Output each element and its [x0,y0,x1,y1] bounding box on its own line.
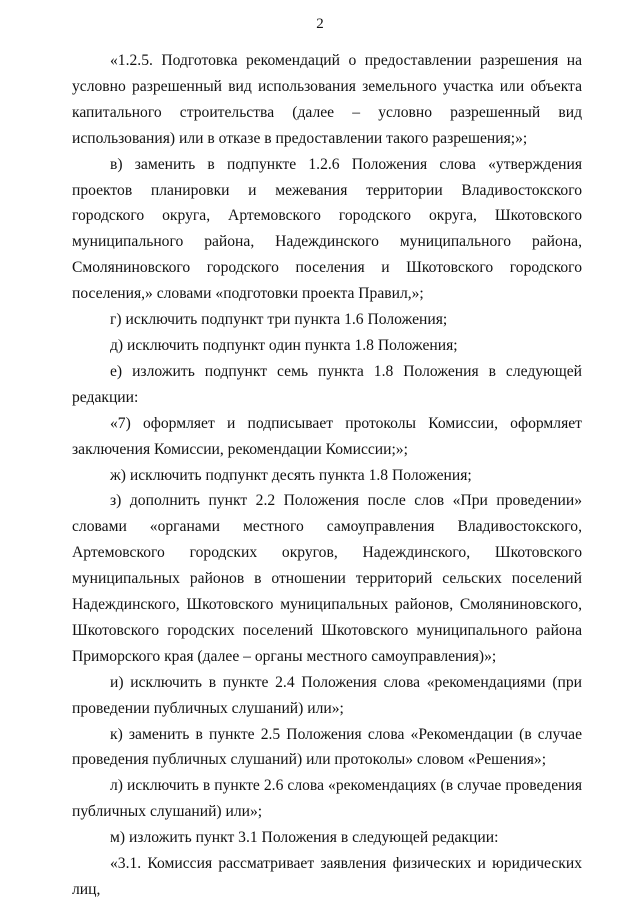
paragraph-3-1: «3.1. Комиссия рассматривает заявления физических и юридических лиц, [72,855,582,898]
paragraph-item-i: и) исключить в пункте 2.4 Положения слова «рекомендациями (при проведении публичных слушаний) или»; [72,673,582,717]
paragraph-item-l: л) исключить в пункте 2.6 слова «рекомендациях (в случае проведения публичных слушаний) или»; [72,777,582,821]
paragraph-item-zh: ж) исключить подпункт десять пункта 1.8 Положения; [110,466,472,484]
document-body [72,48,582,903]
page-number: 2 [316,16,324,32]
paragraph-1-2-5: «1.2.5. Подготовка рекомендаций о предоставлении разрешения на условно разрешенный вид использования земельного участка или объекта капитального строительства (далее – условно разрешенный вид использования) или в отказе в предоставлении такого разрешения;»; [72,52,582,147]
paragraph-item-z: з) дополнить пункт 2.2 Положения после слов «При проведении» словами «органами местного самоуправления Владивостокского, Артемовского городских округов, Надеждинского, Шкотовского муниципальных районов в отношении территорий сельских поселений Надеждинского, Шкотовского муниципальных районов, Смоляниновского, Шкотовского городских поселений Шкотовского муниципального района Приморского края (далее – органы местного самоуправления)»; [72,492,582,665]
paragraph-item-g: г) исключить подпункт три пункта 1.6 Положения; [110,311,448,329]
paragraph-subitem-7: «7) оформляет и подписывает протоколы Комиссии, оформляет заключения Комиссии, рекомендации Комиссии;»; [72,414,582,458]
paragraph-item-v: в) заменить в подпункте 1.2.6 Положения слова «утверждения проектов планировки и межевания территории Владивостокского городского округа, Артемовского городского округа, Шкотовского муниципального района, Надеждинского муниципального района, Смоляниновского городского поселения и Шкотовского городского поселения,» словами «подготовки проекта Правил,»; [72,155,582,303]
paragraph-item-e: е) изложить подпункт семь пункта 1.8 Положения в следующей редакции: [72,362,582,406]
paragraph-item-k: к) заменить в пункте 2.5 Положения слова «Рекомендации (в случае проведения публичных слушаний) или протоколы» словом «Решения»; [72,725,582,769]
paragraph-item-d: д) исключить подпункт один пункта 1.8 Положения; [110,336,458,354]
paragraph-item-m: м) изложить пункт 3.1 Положения в следующей редакции: [110,829,499,847]
